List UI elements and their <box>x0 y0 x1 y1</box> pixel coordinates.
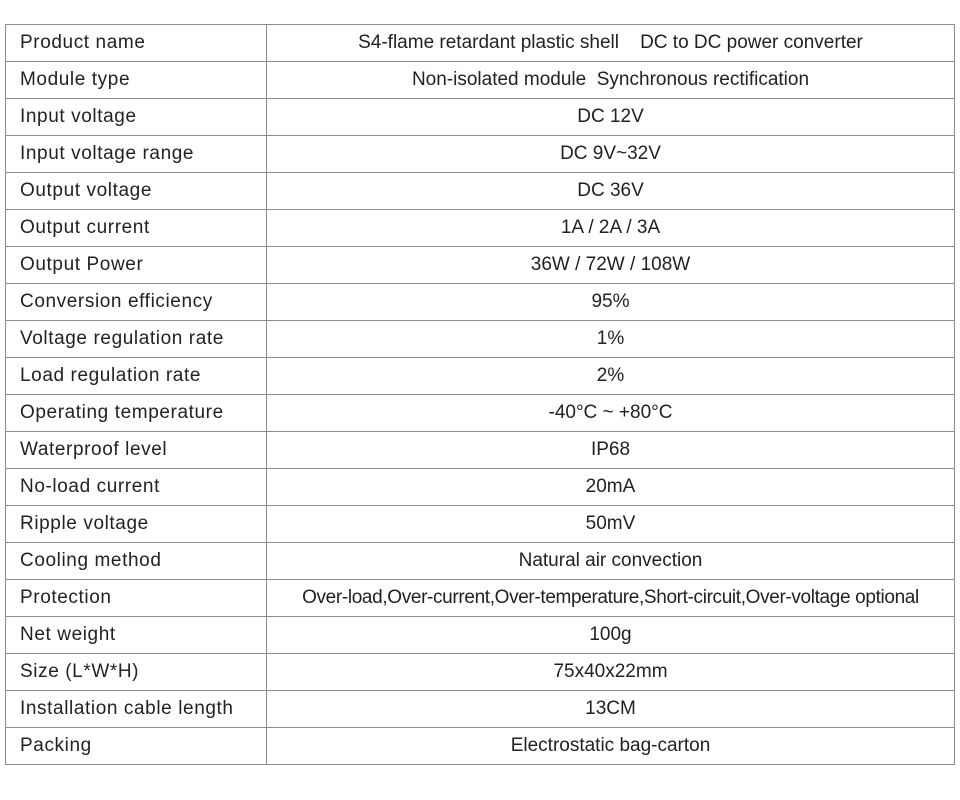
row-value-load-regulation-rate: 2% <box>267 358 955 395</box>
table-row <box>6 25 955 62</box>
row-value-no-load-current: 20mA <box>267 469 955 506</box>
row-label-packing: Packing <box>6 728 267 765</box>
spec-table-body <box>6 25 955 765</box>
row-label-size: Size (L*W*H) <box>6 654 267 691</box>
row-label-input-voltage-range: Input voltage range <box>6 136 267 173</box>
table-row <box>6 321 955 358</box>
row-value-voltage-regulation-rate: 1% <box>267 321 955 358</box>
table-row <box>6 691 955 728</box>
table-row <box>6 432 955 469</box>
table-row <box>6 62 955 99</box>
row-label-input-voltage: Input voltage <box>6 99 267 136</box>
table-row <box>6 284 955 321</box>
row-label-installation-cable-length: Installation cable length <box>6 691 267 728</box>
row-value-cooling-method: Natural air convection <box>267 543 955 580</box>
row-label-output-current: Output current <box>6 210 267 247</box>
table-row <box>6 395 955 432</box>
row-value-net-weight: 100g <box>267 617 955 654</box>
row-value-packing: Electrostatic bag-carton <box>267 728 955 765</box>
spec-table <box>5 24 955 765</box>
row-label-conversion-efficiency: Conversion efficiency <box>6 284 267 321</box>
row-value-ripple-voltage: 50mV <box>267 506 955 543</box>
row-label-output-voltage: Output voltage <box>6 173 267 210</box>
row-value-input-voltage: DC 12V <box>267 99 955 136</box>
table-row <box>6 136 955 173</box>
row-label-load-regulation-rate: Load regulation rate <box>6 358 267 395</box>
row-value-waterproof-level: IP68 <box>267 432 955 469</box>
row-value-size: 75x40x22mm <box>267 654 955 691</box>
row-label-protection: Protection <box>6 580 267 617</box>
table-row <box>6 173 955 210</box>
table-row <box>6 543 955 580</box>
row-value-installation-cable-length: 13CM <box>267 691 955 728</box>
row-label-waterproof-level: Waterproof level <box>6 432 267 469</box>
row-value-conversion-efficiency: 95% <box>267 284 955 321</box>
row-value-output-voltage: DC 36V <box>267 173 955 210</box>
row-label-ripple-voltage: Ripple voltage <box>6 506 267 543</box>
table-row <box>6 654 955 691</box>
table-row <box>6 617 955 654</box>
row-value-output-power: 36W / 72W / 108W <box>267 247 955 284</box>
row-label-net-weight: Net weight <box>6 617 267 654</box>
row-label-operating-temperature: Operating temperature <box>6 395 267 432</box>
table-row <box>6 210 955 247</box>
row-value-output-current: 1A / 2A / 3A <box>267 210 955 247</box>
row-value-operating-temperature: -40°C ~ +80°C <box>267 395 955 432</box>
table-row <box>6 580 955 617</box>
row-label-no-load-current: No-load current <box>6 469 267 506</box>
row-label-product-name: Product name <box>6 25 267 62</box>
row-label-cooling-method: Cooling method <box>6 543 267 580</box>
row-value-protection: Over-load,Over-current,Over-temperature,Short-circuit,Over-voltage optional <box>267 580 955 617</box>
table-row <box>6 469 955 506</box>
table-row <box>6 99 955 136</box>
row-value-input-voltage-range: DC 9V~32V <box>267 136 955 173</box>
table-row <box>6 247 955 284</box>
row-value-module-type: Non-isolated module Synchronous rectification <box>267 62 955 99</box>
row-label-output-power: Output Power <box>6 247 267 284</box>
table-row <box>6 506 955 543</box>
table-row <box>6 358 955 395</box>
row-label-module-type: Module type <box>6 62 267 99</box>
row-value-product-name: S4-flame retardant plastic shell DC to DC power converter <box>267 25 955 62</box>
row-label-voltage-regulation-rate: Voltage regulation rate <box>6 321 267 358</box>
table-row <box>6 728 955 765</box>
